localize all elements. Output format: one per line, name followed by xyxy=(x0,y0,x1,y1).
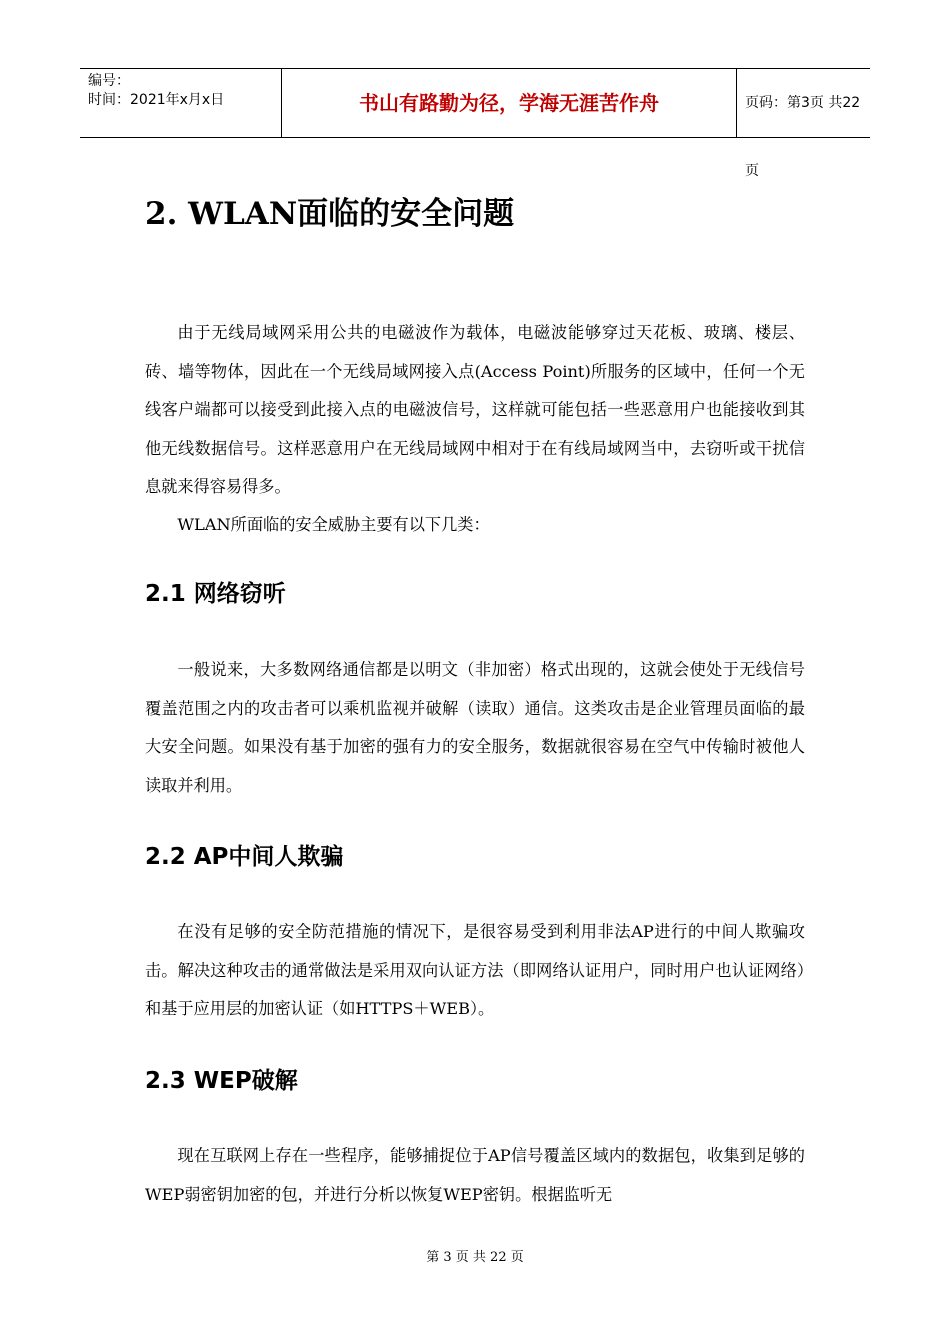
page-header xyxy=(80,68,870,179)
intro-paragraph: 由于无线局域网采用公共的电磁波作为载体，电磁波能够穿过天花板、玻璃、楼层、砖、墙等物体，因此在一个无线局域网接入点(Access Point)所服务的区域中，任何一个无线客户端都可以接受到此接入点的电磁波信号，这样就可能包括一些恶意用户也能接收到其他无线数据信号。这样恶意用户在无线局域网中相对于在有线局域网当中，去窃听或干扰信息就来得容易得多。 xyxy=(145,323,805,496)
header-meta-cell xyxy=(80,69,282,137)
header-motto: 书山有路勤为径，学海无涯苦作舟 xyxy=(282,69,737,137)
document-time-label: 时间：2021年x月x日 xyxy=(88,92,225,108)
subsection-body: 在没有足够的安全防范措施的情况下，是很容易受到利用非法AP进行的中间人欺骗攻击。解决这种攻击的通常做法是采用双向认证方法（即网络认证用户，同时用户也认证网络）和基于应用层的加密认证（如HTTPS＋WEB）。 xyxy=(145,922,805,1018)
subsection-body: 现在互联网上存在一些程序，能够捕捉位于AP信号覆盖区域内的数据包，收集到足够的WEP弱密钥加密的包，并进行分析以恢复WEP密钥。根据监听无 xyxy=(145,1146,805,1204)
intro-threats-line: WLAN所面临的安全威胁主要有以下几类： xyxy=(177,515,490,534)
subsection-title: 2.3 WEP破解 xyxy=(145,1068,298,1094)
document-number-label: 编号： xyxy=(88,73,130,89)
subsection-title: 2.2 AP中间人欺骗 xyxy=(145,844,344,870)
subsection-title: 2.1 网络窃听 xyxy=(145,581,286,607)
page-footer: 第 3 页 共 22 页 xyxy=(426,1250,524,1265)
header-page-label: 页码：第3页 共22页 xyxy=(745,95,861,179)
subsection-body: 一般说来，大多数网络通信都是以明文（非加密）格式出现的，这就会使处于无线信号覆盖范围之内的攻击者可以乘机监视并破解（读取）通信。这类攻击是企业管理员面临的最大安全问题。如果没有基于加密的强有力的安全服务，数据就很容易在空气中传输时被他人读取并利用。 xyxy=(145,660,805,795)
section-title: 2. WLAN面临的安全问题 xyxy=(145,196,515,232)
